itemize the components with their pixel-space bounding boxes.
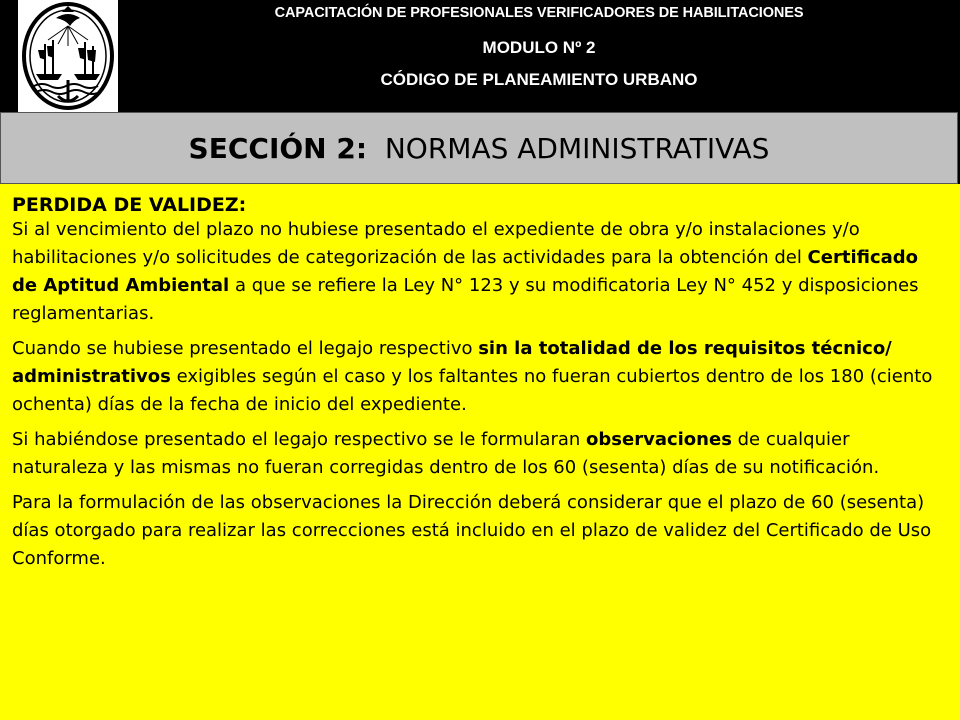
section-title: NORMAS ADMINISTRATIVAS: [384, 132, 770, 165]
header-bar: [0, 0, 960, 112]
module-subject: CÓDIGO DE PLANEAMIENTO URBANO: [380, 70, 698, 89]
paragraph-4: Para la formulación de las observaciones la Dirección deberá considerar que el plazo de 60 (sesenta) días otorgado para realizar las correcciones está incluido en el plazo de validez del Certificado de Uso Conforme.: [12, 492, 932, 569]
paragraph-2-text-c: exigibles según el caso y los faltantes no fueran cubiertos dentro de los 180 (ciento ochenta) días de la fecha de inicio del expediente.: [12, 366, 933, 415]
paragraph-2-emphasis: sin la totalidad de los requisitos técnico/ administrativos: [12, 338, 892, 387]
topic-heading: PERDIDA DE VALIDEZ:: [12, 194, 247, 216]
paragraph-3-text-c: de cualquier naturaleza y las mismas no fueran corregidas dentro de los 60 (sesenta) días de su notificación.: [12, 429, 880, 478]
paragraph-2-text-a: Cuando se hubiese presentado el legajo respectivo: [12, 338, 479, 359]
logo: [18, 0, 118, 112]
module-number: MODULO Nº 2: [482, 38, 596, 57]
paragraph-2: [12, 335, 948, 419]
paragraph-1-text-c: a que se refiere la Ley N° 123 y su modificatoria Ley N° 452 y disposiciones reglamentarias.: [12, 275, 919, 324]
paragraph-1: [12, 216, 948, 328]
city-coat-of-arms-icon: [18, 0, 118, 112]
paragraph-3: [12, 426, 948, 482]
paragraph-1-text-a: Si al vencimiento del plazo no hubiese presentado el expediente de obra y/o instalaciones y/o habilitaciones y/o solicitudes de categorización de las actividades para la obtención del: [12, 219, 860, 268]
section-bar: [0, 112, 958, 184]
paragraph-1-emphasis: Certificado de Aptitud Ambiental: [12, 247, 919, 296]
course-title: CAPACITACIÓN DE PROFESIONALES VERIFICADORES DE HABILITACIONES: [274, 5, 804, 21]
section-heading: [189, 132, 770, 165]
slide-body: [0, 184, 960, 720]
section-label: SECCIÓN 2:: [188, 132, 368, 165]
paragraph-3-emphasis: observaciones: [586, 429, 732, 450]
paragraph-3-text-a: Si habiéndose presentado el legajo respectivo se le formularan: [12, 429, 587, 450]
